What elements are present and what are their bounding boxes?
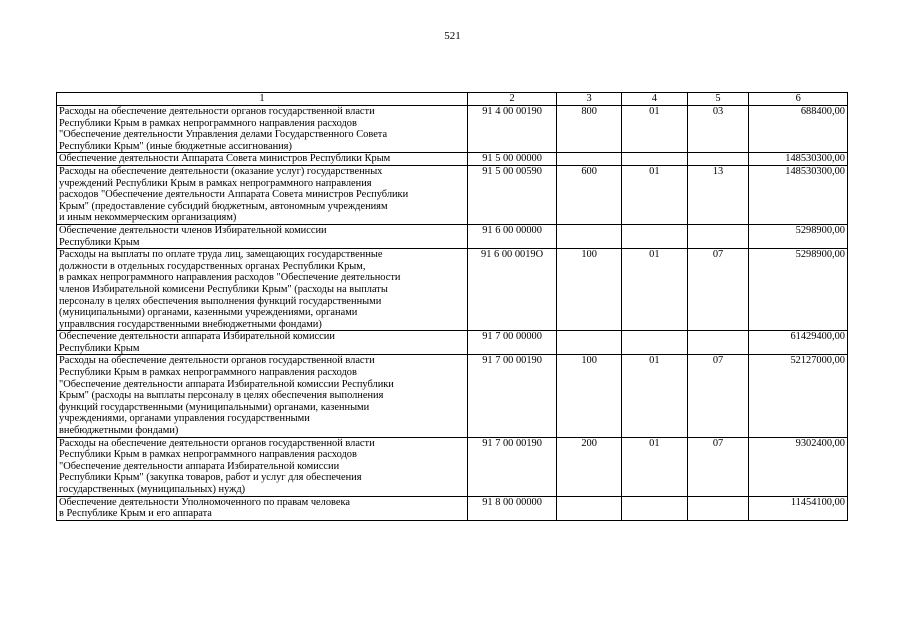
row-name: Расходы на обеспечение деятельности органов государственной власти Республики Крым в рамках непрограммного направления расходов "Обеспечение деятельности аппарата Избирательной комиссии Республики Крым" (расходы на выплаты персоналу в целях обеспечения выполнения функций государственными (муниципальными) органами, казенными учреждениями, органами управления государственными внебюджетными фондами)	[57, 355, 468, 437]
page-number: 521	[444, 30, 461, 42]
row-code: 91 7 00 00190	[467, 437, 556, 496]
row-sum: 52127000,00	[749, 355, 848, 437]
row-subsection: 13	[687, 165, 749, 224]
row-subsection	[687, 496, 749, 520]
row-subsection	[687, 153, 749, 166]
row-code: 91 5 00 00000	[467, 153, 556, 166]
row-subsection: 07	[687, 355, 749, 437]
table-row	[57, 496, 848, 520]
table-row	[57, 249, 848, 331]
header-cell: 6	[749, 93, 848, 106]
row-sum: 148530300,00	[749, 153, 848, 166]
row-section	[621, 224, 687, 248]
row-subsection	[687, 331, 749, 355]
budget-table	[56, 92, 848, 521]
header-cell: 4	[621, 93, 687, 106]
row-code: 91 7 00 00000	[467, 331, 556, 355]
row-expense-type	[557, 224, 622, 248]
row-expense-type	[557, 153, 622, 166]
row-expense-type	[557, 331, 622, 355]
table-row	[57, 153, 848, 166]
row-name: Обеспечение деятельности членов Избирательной комиссии Республики Крым	[57, 224, 468, 248]
row-section: 01	[621, 165, 687, 224]
table-row	[57, 355, 848, 437]
row-expense-type: 100	[557, 249, 622, 331]
row-sum: 9302400,00	[749, 437, 848, 496]
header-cell: 3	[557, 93, 622, 106]
table-header-row	[57, 93, 848, 106]
row-code: 91 8 00 00000	[467, 496, 556, 520]
table-row	[57, 437, 848, 496]
row-name: Обеспечение деятельности Аппарата Совета министров Республики Крым	[57, 153, 468, 166]
row-section: 01	[621, 355, 687, 437]
row-code: 91 5 00 00590	[467, 165, 556, 224]
row-sum: 5298900,00	[749, 224, 848, 248]
row-expense-type: 800	[557, 106, 622, 153]
row-sum: 61429400,00	[749, 331, 848, 355]
row-name: Расходы на обеспечение деятельности органов государственной власти Республики Крым в рамках непрограммного направления расходов "Обеспечение деятельности Управления делами Государственного Совета Республики Крым" (иные бюджетные ассигнования)	[57, 106, 468, 153]
header-cell: 5	[687, 93, 749, 106]
row-code: 91 6 00 0019O	[467, 249, 556, 331]
row-section	[621, 496, 687, 520]
row-subsection: 07	[687, 249, 749, 331]
row-section: 01	[621, 437, 687, 496]
row-sum: 11454100,00	[749, 496, 848, 520]
row-subsection: 07	[687, 437, 749, 496]
table-row	[57, 106, 848, 153]
table-row	[57, 331, 848, 355]
row-expense-type: 100	[557, 355, 622, 437]
row-sum: 148530300,00	[749, 165, 848, 224]
row-code: 91 4 00 00190	[467, 106, 556, 153]
row-name: Расходы на выплаты по оплате труда лиц, замещающих государственные должности в отдельных государственных органах Республики Крым, в рамках непрограммного направления расходов "Обеспечение деятельности членов Избирательной комисени Республики Крым" (расходы на выплаты персоналу в целях обеспечения выполнения функций государственными (муниципальными) органами, казенными учреждениями, органами управлвсния государственными внебюджетными фондами)	[57, 249, 468, 331]
row-name: Расходы на обеспечение деятельности (оказание услуг) государственных учреждений Республики Крым в рамках непрограммного направления расходов "Обеспечение деятельности Аппарата Совета министров Республики Крым" (предоставление субсидий бюджетным, автономным учреждениям и иным некоммерческим организациям)	[57, 165, 468, 224]
row-section	[621, 331, 687, 355]
row-name: Обеспечение деятельности Уполномоченного по правам человека в Республике Крым и его аппарата	[57, 496, 468, 520]
row-subsection: 03	[687, 106, 749, 153]
row-expense-type: 200	[557, 437, 622, 496]
row-code: 91 7 00 00190	[467, 355, 556, 437]
header-cell: 2	[467, 93, 556, 106]
row-name: Обеспечение деятельности аппарата Избирательной комиссии Республики Крым	[57, 331, 468, 355]
row-section: 01	[621, 106, 687, 153]
header-cell: 1	[57, 93, 468, 106]
row-expense-type	[557, 496, 622, 520]
table-row	[57, 224, 848, 248]
row-section	[621, 153, 687, 166]
row-sum: 5298900,00	[749, 249, 848, 331]
row-subsection	[687, 224, 749, 248]
row-section: 01	[621, 249, 687, 331]
row-name: Расходы на обеспечение деятельности органов государственной власти Республики Крым в рамках непрограммного направления расходов "Обеспечение деятельности аппарата Избирательной комиссии Республики Крым" (закупка товаров, работ и услуг для обеспечения государственных (муниципальных) нужд)	[57, 437, 468, 496]
row-code: 91 6 00 00000	[467, 224, 556, 248]
row-expense-type: 600	[557, 165, 622, 224]
table-row	[57, 165, 848, 224]
row-sum: 688400,00	[749, 106, 848, 153]
